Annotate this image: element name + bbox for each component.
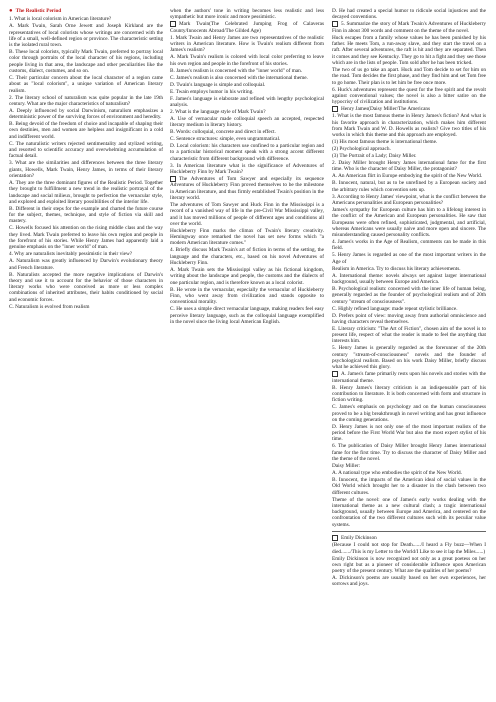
paragraph: B. Henry James's literary criticism is an indispensable part of his contribution to literature. It is both concerned with form and structure in fiction writing. [332,384,486,404]
paragraph: B. Innocent, the impacts of the American ideal of social values in the Old World which brought her to a disaster in the clash between two different cultures. [332,477,486,496]
red-bullet-icon: ● [9,8,13,14]
paragraph: A. They are the three dominant figures of the Realistic Period. Together they brought to fulfillment a new trend in the realistic portrayal of the landscape and social milieux, brought to perfection the vernacular style, and explored and exploited literary possibilities of the interior life. [9,179,163,205]
paragraph: James's sympathy for European culture has him to a lifelong interest in the conflict of the American and European personalities. He saw that Europeans were often refined, sophisticated, judgmental, and artificial, whereas Americans were usually naive and more open and sincere. The misunderstanding caused personality conflicts. [332,206,486,239]
paragraph: 4. James's works in the Age of Realism, comments can be made in this field. [332,239,486,252]
paragraph: C. The naturalistic writers rejected sentimentality and stylized writing, and resorted to scientific accuracy and overwhelming accumulation of factual detail. [9,140,163,160]
paragraph: 1. What is local colorism in American literature? [9,16,112,23]
paragraph: Realism in America. Try to discuss his literary achievements. [332,265,461,272]
paragraph: C. He uses a simple direct vernacular language, making readers feel easy perceive literary language, such as the colloquial language exemplified in the novel since the living local American English. [170,306,324,325]
paragraph: A. An American flirt in Europe embodying the spirit of the New World. [332,173,483,180]
square-bullet-icon [332,535,338,541]
paragraph: The two of us go take an apart. Huck and Tom decide to set for him on the road. Tom decides the first phase, and they find him and set Tom free to go home. Their plan is to let him be free once more. [332,66,486,86]
column-1 [9,8,163,311]
section-title-row [9,8,163,14]
paragraph: B. Innocent, natural, but as to be unrefined by a European society and the arbitrary rules which convention sets up. [332,180,486,193]
paragraph: B. He wrote in the vernacular, especially the vernacular of Huckleberry Finn, who went away from civilization and stands opposite to conventional morality. [170,286,324,306]
paragraph: 6. Huck's adventures represent the quest for the free spirit and the revolt against conventional values; the novel is also a bitter satire on the hypocrisy of civilization and institutions. [332,86,486,106]
column-2-body [170,8,324,325]
paragraph: A. A national type who embodies the spirit of the New World. [332,470,462,477]
heading-text: The Adventures of Tom Sawyer and especially its sequence Adventures of Huckleberry Finn proved themselves to be the milestone in American literature, and thus firmly established Twain's position in the literary world. [170,176,325,202]
paragraph: 4. Briefly discuss Mark Twain's art of fiction in terms of the setting, the language and the characters, etc., based on his novel Adventures of Huckleberry Finn. [170,247,324,267]
paragraph: A. Dickinson's poems are usually based on her own experiences, her sorrows and joys. [332,575,486,588]
paragraph: (3) The Portrait of a Lady; Daisy Miller. [332,153,417,160]
paragraph: C. Highly refined language: made repeat stylistic brilliance. [332,305,458,312]
paragraph: 2. Daisy Miller brought Henry James international fame for the first time. Who is the character of Daisy Miller, the protagonist? [332,160,486,173]
column-1-body [9,16,163,310]
column-3 [332,8,486,588]
section-heading [170,21,324,34]
paragraph: C. Naturalism is evolved from realism [9,303,90,310]
paragraph: A. International theme: novels always set against larger international background, usually between Europe and America. [332,272,486,285]
paragraph: A. Deeply influenced by social Darwinism, naturalism emphasizes a deterministic power of the surviving forces of environment and heredity. [9,107,163,121]
column-3-part-b [332,106,486,265]
section-heading [332,535,486,542]
square-bullet-icon [332,106,338,112]
paragraph: (Because I could not stop for Death....../I heard a Fly buzz—When I died......./This is my Letter to the World/I Like to see it lap the Miles......) [332,542,486,555]
paragraph: D. Twain's language is simple and colloquial. [170,81,266,88]
paragraph: 3. According to Henry James' viewpoint, what is the conflict between the Americans personalities and European personalities? [332,193,486,206]
paragraph: when the authors' tone in writing becomes less realistic and less sympathetic but more ironic and more pessimistic. [170,8,324,21]
paragraph: A. Use of vernacular made colloquial speech an accepted, respected literary medium in literary history. [170,115,324,129]
paragraph: F. James's language is elaborate and refined with lengthy psychological analysis. [170,95,324,108]
paragraph: 3. In American literature what is the significance of Adventures of Huckleberry Finn by Mark Twain? [170,162,324,175]
paragraph: B. These local colorists, typically Mark Twain, preferred to portray local color through portraits of the local character of his regions, including people living in that area, the landscape and other peculiarities like the customs, dialect, costumes, and so on. [9,49,163,75]
paragraph: 1. Mark Twain and Henry James are two representatives of the realistic writers in American literature. How is Twain's realism different from James's realism? [170,34,324,54]
paragraph: Daisy Miller: [332,463,361,470]
paragraph: B. Psychological realism: concerned with the inner life of human being, generally regarded as the founder of psychological realism and of 20th century "stream of consciousness". [332,285,486,305]
paragraph: B. James's realism is concerned with the "inner world" of man. [170,67,303,74]
paragraph: C. James's emphasis on psychology and on the human consciousness proved to be a big breakthrough in novel writing and has great influence on the coming generations. [332,404,486,423]
paragraph: Huckleberry Finn marks the climax of Twain's literary creativity. Hemingway once remarked the novel has set new forms which "a modern American literature comes." [170,227,324,247]
paragraph: B. Words: colloquial, concrete and direct in effect. [170,129,276,136]
paragraph: 5. Henry James is generally regarded as the forerunner of the 20th century "stream-of-consciousness" novels and the founder of psychological realism. Based on his work Daisy Miller, briefly discuss what he achieved this glory. [332,345,486,371]
heading-text: Mark Twain(The Celebrated Jumping Frog of Calaveras County/Innocents Abroad/The Gilded Age) [170,21,324,34]
paragraph: 2. The literary school of naturalism was quite popular in the late 19th century. What are the major characteristics of naturalism? [9,94,163,107]
column-2 [170,8,324,326]
paragraph: E. Literary criticism: "The Art of Fiction", chosen aim of the novel is to present life, respect of what the reader is made to feel the anything that interests him. [332,325,486,345]
column-3-part-a [332,8,486,105]
paragraph: C. James's realism is also concerned with the international theme. [170,74,308,81]
paragraph: A. Naturalism was greatly influenced by Darwin's evolutionary theory and French literature. [9,258,163,271]
heading-text: Henry James(Daisy Miller/The Americans [341,106,431,113]
paragraph: B. Being devoid of the freedom of choice and incapable of shaping their own destinies, men and women are helpless and insignificant in a cold and indifferent world. [9,121,163,140]
section-title: The Realistic Period [15,8,62,14]
paragraph: Emily Dickinson is now recognized not only as a great poetess on her own right but as a pioneer of considerable influence upon American poetry of the present century. What are the qualities of her poems? [332,555,486,575]
paragraph: D. Henry James is not only one of the most important realists of the period before the First World War but also the most expert stylist of his time. [332,423,486,443]
paragraph: E. Twain employs humor in his writing. [170,88,254,95]
paragraph: B. Different in their steps for the example and charted the future course for the subject, themes, technique, and style of fiction via skill and mastery. [9,205,163,225]
paragraph: A. Mark Twain's realism is colored with local color preferring to leave his own region and people in the forefront of his stories. [170,54,324,67]
paragraph: C. Their particular concern about the local character of a region came about as "local colorism", a unique variation of American literary realism. [9,75,163,94]
paragraph: 6. The publication of Daisy Miller brought Henry James international fame for the first time. Try to discuss the character of Daisy Miller and the theme of the novel. [332,443,486,463]
paragraph: 4. Why are naturalists inevitably pessimistic in their view? [9,251,133,258]
section-heading [170,176,324,201]
paragraph: Huck escapes from a family whose values he has been punished by his father. He meets Tom, a run-away slave, and they start the travel on a raft. After several adventures, the raft is hit and they are separated. Then it comes and they see Kentucky. They go to hit a fight and they see those which are in the lists of people. Tom sold after he has been tricked. [332,34,486,66]
divider [332,531,486,532]
paragraph: A. Mark Twain, Sarah Orne Jewett and Joseph Kirkland are the representatives of local colorists whose writings are concerned with the life of a small, well-defined region or province. The characteristic setting is the isolated rural town. [9,23,163,49]
paragraph: D. He had created a special humor to ridicule social injustices and the decayed conventions. [332,8,486,21]
column-3-part-d [332,535,486,588]
paragraph: The adventures of Tom Sawyer and Huck Finn in the Mississippi is a record of a vanished way of life in the pre-Civil War Mississippi valley, and it has moved millions of people of different ages and conditions all over the world. [170,202,324,227]
paragraph: C. Howells focused his attention on the rising middle class and the way they lived. Mark Twain preferred to leave his own region and people in the forefront of his stories. While Henry James had apparently laid a genuine emphasis on the "inner world" of man. [9,225,163,251]
square-bullet-icon [332,371,338,377]
paragraph: D. Prefers point of view: moving away from authorial omniscience and having characters reveal themselves. [332,312,486,325]
paragraph: D. Local colorism: his characters use confined to a particular region and to a particular historical moment speak with a strong accent different characteristic from different background with difference. [170,143,324,162]
heading-text: 5. Summarize the story of Mark Twain's Adventures of Huckleberry Finn in about 300 words and comment on the theme of the novel. [332,21,486,34]
paragraph: 3. What are the similarities and differences between the three literary giants, Howells, Mark Twain, Henry James, in terms of their literary orientation? [9,160,163,179]
heading-text: A. James's fame primarily rests upon his novels and stories with the international theme. [332,371,486,384]
paragraph: C. Sentence structures: simple, even ungrammatical. [170,136,281,143]
paragraph: 2. What is the language style of Mark Twain? [170,108,266,115]
square-bullet-icon [332,21,338,27]
square-bullet-icon [170,21,176,27]
column-3-part-c [332,266,486,528]
paragraph: B. Naturalists accepted the more negative implications of Darwin's theory and use it to account for the behavior of those characters in literary works who were conceived as more or less complex combinations of inherited attributes, their habits conditioned by social and economic forces. [9,271,163,303]
paragraph: (1) His most famous theme is international theme. [332,139,438,146]
paragraph: (2) Psychological approach. [332,146,391,153]
paragraph: 5. Henry James is regarded as one of the most important writers in the Age of [332,252,486,265]
section-heading [332,371,486,384]
paragraph: Theme of the novel: one of James's early works dealing with the international theme as a new cultural clash; a tragic international background, usually between Europe and America, and centered on the confrontation of the two different cultures such with its peculiar value systems. [332,496,486,528]
section-heading [332,106,486,113]
heading-text: Emily Dickinson [341,535,377,542]
paragraph: 1. What is the most famous theme in Henry James's fiction? And what is his favorite approach in characterization, which makes him different from Mark Twain and W. D. Howells as realists? Give two titles of his works in which this theme and this approach are employed. [332,113,486,139]
paragraph: A. Mark Twain sets the Mississippi valley as his fictional kingdom, writing about the landscape and people, the customs and the dialects of one particular region, and is therefore known as a local colorist. [170,267,324,286]
section-heading [332,21,486,34]
